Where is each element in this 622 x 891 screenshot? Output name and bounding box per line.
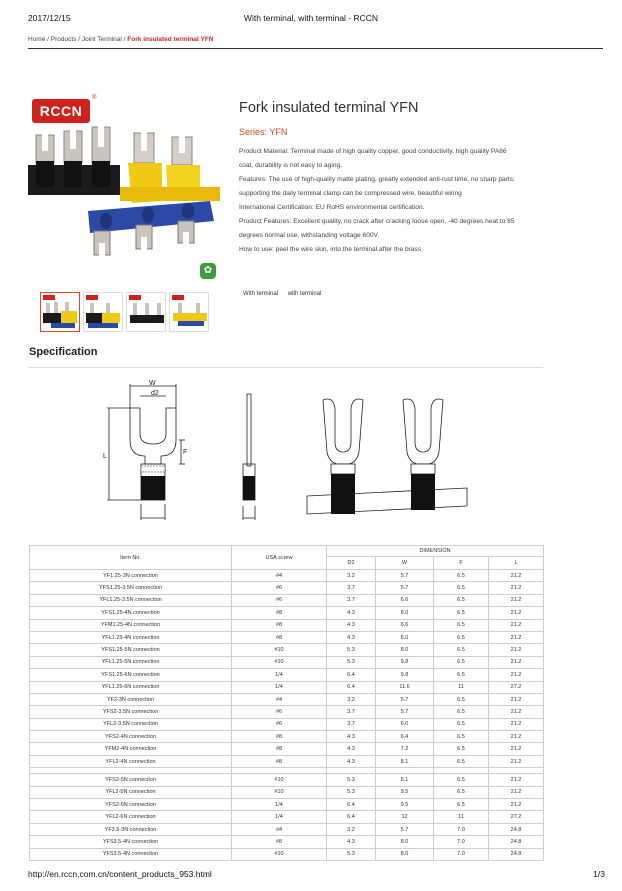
breadcrumb-separator: / xyxy=(78,36,81,43)
cell-w: 8.0 xyxy=(376,836,434,848)
cell-item-no: YFL1.25-3.5N connection xyxy=(30,594,232,606)
cell-d2: 3.7 xyxy=(327,582,376,594)
table-row xyxy=(30,570,544,582)
cell-d2: 6.4 xyxy=(327,669,376,681)
table-row xyxy=(30,799,544,811)
print-url: http://en.rccn.com.cn/content_products_953.html xyxy=(28,869,212,879)
yellow-terminal-row xyxy=(120,131,220,203)
cell-d2: 4.3 xyxy=(327,631,376,643)
cell-usa-screw: #10 xyxy=(232,774,327,786)
product-title: Fork insulated terminal YFN xyxy=(239,100,419,116)
cell-usa-screw: #8 xyxy=(232,619,327,631)
cell-d2: 4.3 xyxy=(327,607,376,619)
terminal-dimension-diagram xyxy=(95,378,475,528)
cell-d2: 3.7 xyxy=(327,706,376,718)
cell-w: 8.1 xyxy=(376,774,434,786)
cell-l: 21.2 xyxy=(489,669,544,681)
cell-item-no: YFS2-5N connection xyxy=(30,774,232,786)
cell-l: 21.2 xyxy=(489,656,544,668)
header-f: F xyxy=(434,557,489,570)
print-header xyxy=(0,13,622,25)
cell-f: 7.0 xyxy=(434,836,489,848)
print-title: With terminal, with terminal - RCCN xyxy=(243,13,379,23)
description-line: coat, durability is not easy to aging. xyxy=(239,162,342,169)
specification-table xyxy=(29,545,544,861)
cell-f: 7.0 xyxy=(434,823,489,835)
cell-d2: 4.3 xyxy=(327,731,376,743)
cell-item-no: YFM2-4N connection xyxy=(30,743,232,755)
table-row xyxy=(30,631,544,643)
cell-w: 9.5 xyxy=(376,786,434,798)
table-row xyxy=(30,811,544,823)
cell-f: 6.5 xyxy=(434,669,489,681)
cell-w: 5.7 xyxy=(376,582,434,594)
cell-l: 21.2 xyxy=(489,693,544,705)
diagram-label-f: F xyxy=(183,449,188,456)
header-divider xyxy=(28,48,603,49)
table-row xyxy=(30,594,544,606)
cell-f: 7.0 xyxy=(434,848,489,860)
cell-l: 21.2 xyxy=(489,718,544,730)
table-row xyxy=(30,774,544,786)
description-line: Product Features: Excellent quality, no crack after cracking loose open, -40 degrees heat to 85 xyxy=(239,218,515,225)
cell-w: 6.6 xyxy=(376,594,434,606)
cell-l: 27.2 xyxy=(489,811,544,823)
cell-usa-screw: 1/4 xyxy=(232,811,327,823)
cell-item-no: YFL2-6N connection xyxy=(30,811,232,823)
diagram-label-d2: d2 xyxy=(151,390,159,397)
description-line: Features: The use of high-quality matte plating, greatly extended anti-rust time, no sharp parts; xyxy=(239,176,515,183)
cell-f: 6.5 xyxy=(434,644,489,656)
breadcrumb-home-link[interactable]: Home xyxy=(28,36,46,43)
cell-f: 6.5 xyxy=(434,693,489,705)
cell-d2: 3.2 xyxy=(327,693,376,705)
cell-f: 6.5 xyxy=(434,656,489,668)
breadcrumb-separator: / xyxy=(123,36,126,43)
cell-l: 21.2 xyxy=(489,619,544,631)
cell-w: 9.8 xyxy=(376,669,434,681)
cell-f: 6.5 xyxy=(434,607,489,619)
cell-l: 27.2 xyxy=(489,681,544,693)
cell-d2: 3.7 xyxy=(327,718,376,730)
cell-f: 6.5 xyxy=(434,631,489,643)
leaf-icon: ✿ xyxy=(200,263,216,279)
table-row xyxy=(30,823,544,835)
cell-f: 6.5 xyxy=(434,743,489,755)
cell-l: 21.2 xyxy=(489,743,544,755)
table-row xyxy=(30,848,544,860)
cell-d2: 5.3 xyxy=(327,848,376,860)
cell-l: 21.2 xyxy=(489,570,544,582)
cell-d2: 4.3 xyxy=(327,755,376,767)
table-row xyxy=(30,743,544,755)
cell-usa-screw: #8 xyxy=(232,731,327,743)
cell-l: 21.2 xyxy=(489,706,544,718)
cell-l: 21.2 xyxy=(489,731,544,743)
cell-usa-screw: #4 xyxy=(232,570,327,582)
cell-l: 21.2 xyxy=(489,607,544,619)
cell-w: 5.7 xyxy=(376,706,434,718)
specification-table-wrap xyxy=(29,545,543,861)
cell-f: 6.5 xyxy=(434,786,489,798)
cell-l: 21.2 xyxy=(489,755,544,767)
cell-item-no: YFS1.25-4N connection xyxy=(30,607,232,619)
table-row xyxy=(30,836,544,848)
specification-heading: Specification xyxy=(29,346,98,358)
black-terminal-row xyxy=(28,125,120,195)
cell-w: 5.7 xyxy=(376,570,434,582)
cell-f: 6.5 xyxy=(434,718,489,730)
cell-l: 24.8 xyxy=(489,823,544,835)
table-row xyxy=(30,693,544,705)
cell-l: 21.2 xyxy=(489,644,544,656)
cell-w: 6.6 xyxy=(376,619,434,631)
description-line: supporting the daily terminal clamp can be compressed wire, beautiful wiring xyxy=(239,190,462,197)
cell-d2: 6.4 xyxy=(327,681,376,693)
cell-item-no: YFS1.25-6N connection xyxy=(30,669,232,681)
description-line: International Certification: EU RoHS environmental certification. xyxy=(239,204,425,211)
thumbnail-4[interactable] xyxy=(169,292,209,332)
table-row xyxy=(30,656,544,668)
thumbnail-3[interactable] xyxy=(126,292,166,332)
cell-f: 6.5 xyxy=(434,582,489,594)
cell-usa-screw: #6 xyxy=(232,582,327,594)
cell-w: 11.6 xyxy=(376,681,434,693)
cell-w: 9.5 xyxy=(376,799,434,811)
description-line: degrees normal use, withstanding voltage 600V. xyxy=(239,232,380,239)
header-w: W xyxy=(376,557,434,570)
description-line: How to use: peel the wire skin, into the terminal after the brass xyxy=(239,246,422,253)
cell-usa-screw: 1/4 xyxy=(232,799,327,811)
cell-usa-screw: #8 xyxy=(232,607,327,619)
cell-w: 6.0 xyxy=(376,718,434,730)
cell-w: 12 xyxy=(376,811,434,823)
cell-item-no: YFL1.25-5N connection xyxy=(30,656,232,668)
cell-w: 5.7 xyxy=(376,693,434,705)
cell-item-no: YFS2-6N connection xyxy=(30,799,232,811)
cell-item-no: YFS2-4N connection xyxy=(30,731,232,743)
cell-item-no: YFS3.5-4N connection xyxy=(30,848,232,860)
header-d2: D2 xyxy=(327,557,376,570)
cell-f: 6.5 xyxy=(434,774,489,786)
cell-d2: 4.3 xyxy=(327,619,376,631)
cell-item-no: YF1.25-3N connection xyxy=(30,570,232,582)
cell-d2: 4.3 xyxy=(327,836,376,848)
header-dimension: DIMENSION xyxy=(327,546,544,557)
breadcrumb-separator: / xyxy=(47,36,49,43)
cell-item-no: YFS1.25-5N connection xyxy=(30,644,232,656)
cell-w: 6.4 xyxy=(376,731,434,743)
cell-l: 21.2 xyxy=(489,631,544,643)
cell-usa-screw: #10 xyxy=(232,848,327,860)
cell-item-no: YFL1.25-4N connection xyxy=(30,631,232,643)
table-row xyxy=(30,644,544,656)
cell-f: 6.5 xyxy=(434,799,489,811)
table-row xyxy=(30,669,544,681)
cell-item-no: YF2-3N connection xyxy=(30,693,232,705)
breadcrumb xyxy=(28,36,214,43)
cell-item-no: YF3.5-3N connection xyxy=(30,823,232,835)
cell-usa-screw: #8 xyxy=(232,743,327,755)
cell-l: 21.2 xyxy=(489,594,544,606)
cell-d2: 5.3 xyxy=(327,656,376,668)
cell-l: 21.2 xyxy=(489,799,544,811)
table-row xyxy=(30,582,544,594)
breadcrumb-products-link[interactable]: Products xyxy=(50,36,77,43)
print-date: 2017/12/15 xyxy=(28,13,71,23)
header-usa-screw: USA screw xyxy=(232,546,327,570)
cell-f: 6.5 xyxy=(434,570,489,582)
cell-w: 8.0 xyxy=(376,848,434,860)
table-row xyxy=(30,706,544,718)
cell-f: 6.5 xyxy=(434,594,489,606)
table-row xyxy=(30,755,544,767)
cell-f: 11 xyxy=(434,811,489,823)
cell-item-no: YFL2-4N connection xyxy=(30,755,232,767)
cell-usa-screw: #8 xyxy=(232,836,327,848)
rccn-logo: RCCN xyxy=(32,99,90,123)
cell-usa-screw: #10 xyxy=(232,644,327,656)
cell-d2: 5.3 xyxy=(327,774,376,786)
cell-usa-screw: 1/4 xyxy=(232,681,327,693)
cell-usa-screw: #6 xyxy=(232,594,327,606)
table-row xyxy=(30,731,544,743)
header-item-no: Item No. xyxy=(30,546,232,570)
cell-usa-screw: #4 xyxy=(232,823,327,835)
tag-link[interactable]: With terminal xyxy=(243,291,279,297)
diagram-label-l: L xyxy=(103,453,107,460)
cell-usa-screw: #10 xyxy=(232,656,327,668)
cell-l: 24.8 xyxy=(489,848,544,860)
table-row xyxy=(30,619,544,631)
product-description xyxy=(239,145,561,257)
table-row xyxy=(30,607,544,619)
cell-l: 24.8 xyxy=(489,836,544,848)
cell-f: 6.5 xyxy=(434,731,489,743)
cell-item-no: YFS2-3.5N connection xyxy=(30,706,232,718)
cell-d2: 5.3 xyxy=(327,786,376,798)
specification-table-body xyxy=(30,570,544,861)
cell-usa-screw: #6 xyxy=(232,706,327,718)
cell-w: 8.0 xyxy=(376,607,434,619)
cell-d2: 4.3 xyxy=(327,743,376,755)
description-line: Product Material: Terminal made of high quality copper, good conductivity, high quality PA66 xyxy=(239,148,507,155)
cell-d2: 6.4 xyxy=(327,799,376,811)
cell-d2: 6.4 xyxy=(327,811,376,823)
cell-item-no: YFS3.5-4N connection xyxy=(30,836,232,848)
table-row xyxy=(30,681,544,693)
cell-w: 8.0 xyxy=(376,644,434,656)
thumbnail-2[interactable] xyxy=(83,292,123,332)
product-tags xyxy=(243,291,329,297)
table-row xyxy=(30,786,544,798)
print-page-number: 1/3 xyxy=(593,869,605,879)
cell-f: 6.5 xyxy=(434,706,489,718)
cell-usa-screw: #8 xyxy=(232,755,327,767)
cell-w: 8.1 xyxy=(376,755,434,767)
cell-d2: 3.2 xyxy=(327,570,376,582)
header-l: L xyxy=(489,557,544,570)
cell-item-no: YFM1.25-4N connection xyxy=(30,619,232,631)
cell-usa-screw: #10 xyxy=(232,786,327,798)
tag-link[interactable]: with terminal xyxy=(287,291,322,297)
specification-divider xyxy=(28,367,543,368)
cell-w: 8.0 xyxy=(376,631,434,643)
cell-f: 11 xyxy=(434,681,489,693)
thumbnail-1[interactable] xyxy=(40,292,80,332)
blue-terminal-row xyxy=(88,201,214,257)
product-main-image[interactable] xyxy=(28,93,222,285)
diagram-label-w: W xyxy=(149,380,156,387)
cell-d2: 3.7 xyxy=(327,594,376,606)
cell-usa-screw: #4 xyxy=(232,693,327,705)
cell-w: 7.2 xyxy=(376,743,434,755)
registered-mark: ® xyxy=(92,95,97,101)
cell-item-no: YFL2-5N connection xyxy=(30,786,232,798)
breadcrumb-current: Fork insulated terminal YFN xyxy=(127,36,214,43)
cell-usa-screw: #8 xyxy=(232,631,327,643)
breadcrumb-joint-terminal-link[interactable]: Joint Terminal xyxy=(81,36,122,43)
cell-usa-screw: #6 xyxy=(232,718,327,730)
cell-item-no: YFL1.25-6N connection xyxy=(30,681,232,693)
cell-f: 6.5 xyxy=(434,755,489,767)
cell-w: 5.7 xyxy=(376,823,434,835)
cell-item-no: YFL2-3.5N connection xyxy=(30,718,232,730)
cell-l: 21.2 xyxy=(489,582,544,594)
cell-usa-screw: 1/4 xyxy=(232,669,327,681)
table-row xyxy=(30,718,544,730)
cell-l: 21.2 xyxy=(489,774,544,786)
cell-item-no: YFS1.25-3.5N connection xyxy=(30,582,232,594)
product-series: Series: YFN xyxy=(239,127,288,137)
cell-f: 6.5 xyxy=(434,619,489,631)
cell-l: 21.2 xyxy=(489,786,544,798)
cell-d2: 5.3 xyxy=(327,644,376,656)
cell-w: 9.8 xyxy=(376,656,434,668)
cell-d2: 3.2 xyxy=(327,823,376,835)
